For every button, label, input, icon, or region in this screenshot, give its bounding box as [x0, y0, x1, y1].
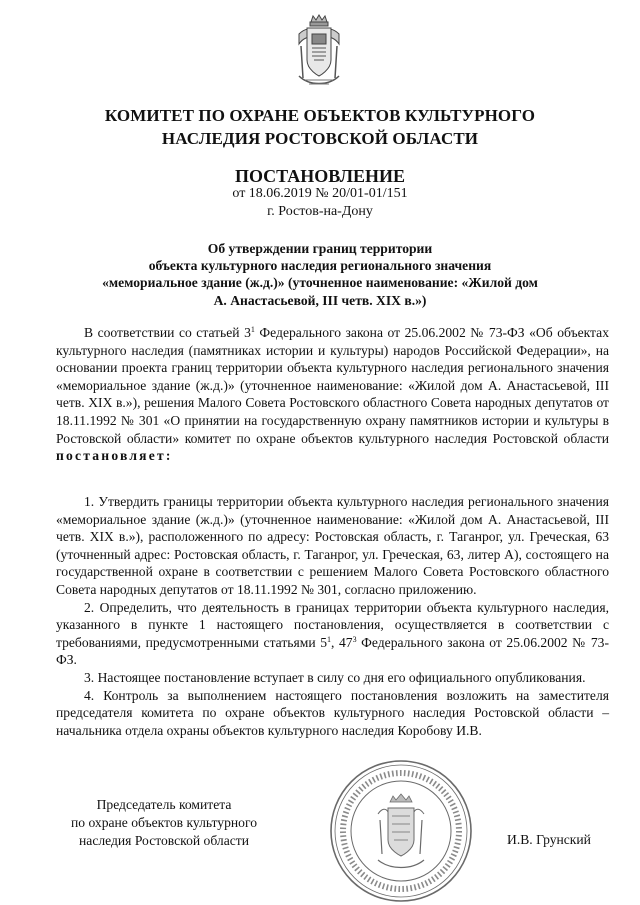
committee-name-line: КОМИТЕТ ПО ОХРАНЕ ОБЪЕКТОВ КУЛЬТУРНОГО — [104, 106, 536, 125]
signer-position-line: по охране объектов культурного — [70, 815, 258, 830]
superscript: 1 — [327, 634, 331, 644]
point-text: 2. Определить, что деятельность в границах территории объекта культурного наследия, указанного в пункте 1 настоящего постановления, осуществляется в соответствии с требованиями, предусмотренными статьями 5 — [56, 599, 609, 650]
document-type: ПОСТАНОВЛЕНИЕ — [234, 166, 406, 186]
superscript: 3 — [352, 634, 357, 644]
preamble-text: В соответствии со статьей 3 — [84, 325, 251, 340]
point-text: Федерального закона от 25.06.2002 № 73-ФЗ. — [56, 634, 610, 668]
date-number: от 18.06.2019 № 20/01-01/151 — [232, 186, 408, 201]
city: г. Ростов-на-Дону — [267, 204, 373, 219]
signer-position — [44, 796, 284, 850]
signer-position-line: Председатель комитета — [96, 797, 232, 812]
subject-line: Об утверждении границ территории — [207, 241, 433, 256]
document-subject — [70, 240, 570, 309]
committee-name — [60, 104, 580, 150]
preamble-text: Федерального закона от 25.06.2002 № 73-ФЗ «Об объектах культурного наследия (памятниках истории и культуры) народов Российской Федерации», на основании проекта границ территории объекта культурного наследия регионального значения «мемориальное здание (ж.д.)» (уточненное наименование: «Жилой дом А. Анастасьевой, III четв. XIX в.»), решения Малого Совета Ростовского областного Совета народных депутатов от 18.11.1992 № 301 «О принятии на государственную охрану памятников истории и культуры в Ростовской области» комитет по охране объектов культурного наследия Ростовской области — [56, 325, 609, 446]
official-seal-icon — [328, 758, 474, 904]
subject-line: «мемориальное здание (ж.д.)» (уточненное наименование: «Жилой дом — [102, 275, 538, 291]
point-2 — [56, 599, 609, 669]
resolves-word: постановляет: — [56, 448, 173, 464]
subject-line: объекта культурного наследия регионального значения — [148, 258, 492, 274]
point-3: 3. Настоящее постановление вступает в силу со дня его официального опубликования. — [84, 669, 586, 685]
subject-line: А. Анастасьевой, III четв. XIX в.») — [213, 292, 427, 308]
signer-position-line: наследия Ростовской области — [79, 833, 249, 848]
point-1: 1. Утвердить границы территории объекта культурного наследия регионального значения «мемориальное здание (ж.д.)» (уточненное наименование: «Жилой дом А. Анастасьевой, III четв. XIX в.»), расположенного по адресу: Ростовская область, г. Таганрог, ул. Греческая, 63 (уточненный адрес: Ростовская область, г. Таганрог, ул. Греческая, 63, литер А), состоящего на государственной охране в соответствии с решением Малого Совета Ростовского областного Совета народных депутатов от 18.11.1992 № 301, согласно приложению. — [56, 494, 609, 597]
coat-of-arms-icon — [293, 14, 345, 90]
point-text: , 47 — [331, 634, 353, 650]
signer-name: И.В. Грунский — [507, 832, 591, 847]
superscript: 1 — [250, 325, 255, 334]
committee-name-line: НАСЛЕДИЯ РОСТОВСКОЙ ОБЛАСТИ — [161, 129, 479, 148]
document-meta — [60, 185, 580, 221]
preamble — [56, 324, 609, 465]
point-4: 4. Контроль за выполнением настоящего постановления возложить на заместителя председателя комитета по охране объектов культурного наследия Ростовской области – начальника отдела охраны объектов культурного наследия Коробову И.В. — [56, 687, 609, 738]
preamble-paragraph — [56, 324, 609, 465]
resolution-points — [56, 493, 609, 739]
